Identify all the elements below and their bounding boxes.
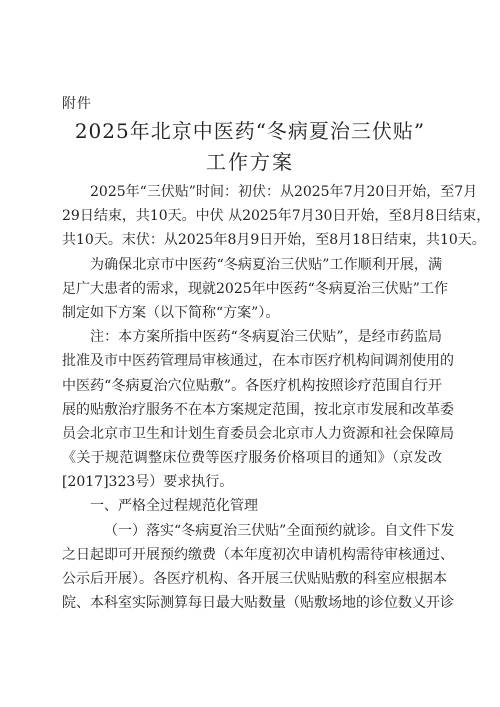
paragraph-line: 足广大患者的需求，现就2025年中医药“冬病夏治三伏贴”工作 [62, 280, 448, 297]
paragraph-line: 注：本方案所指中医药“冬病夏治三伏贴”，是经市药监局 [90, 329, 442, 346]
paragraph-line: 员会北京市卫生和计划生育委员会北京市人力资源和社会保障局 [62, 425, 454, 442]
paragraph-line: 共10天。末伏：从2025年8月9日开始，至8月18日结束，共10天。 [62, 232, 486, 249]
paragraph-line: 《关于规范调整床位费等医疗服务价格项目的通知》（京发改 [62, 450, 442, 467]
paragraph-section1-item1 [62, 519, 455, 616]
paragraph-line: 展的贴敷治疗服务不在本方案规定范围，按北京市发展和改革委 [62, 401, 454, 418]
attachment-label: 附件 [62, 96, 92, 112]
paragraph-line: 批准及市中医药管理局审核通过，在本市医疗机构间调剂使用的 [62, 353, 454, 370]
paragraph-time [62, 180, 491, 253]
paragraph-note [62, 325, 454, 494]
paragraph-line: 29日结束，共10天。中伏 从2025年7月30日开始，至8月8日结束， [62, 208, 491, 225]
paragraph-line: 公示后开展）。各医疗机构、各开展三伏贴贴敷的科室应根据本 [62, 571, 447, 587]
document-title: 2025年北京中医药“冬病夏治三伏贴” [74, 119, 426, 143]
paragraph-line: [2017]323号）要求执行。 [62, 474, 234, 491]
paragraph-purpose [62, 253, 448, 326]
document-subtitle: 工作方案 [206, 150, 294, 174]
paragraph-line: 之日起即可开展预约缴费（本年度初次申请机构需待审核通过、 [62, 546, 454, 563]
paragraph-line: 院、本科室实际测算每日最大贴数量（贴敷场地的诊位数乂开诊 [62, 595, 454, 612]
paragraph-line: 中医药“冬病夏治穴位贴敷”。各医疗机构按照诊疗范围自行开 [62, 377, 442, 394]
section-heading: 一、严格全过程规范化管理 [90, 498, 258, 515]
document-body [62, 180, 491, 615]
paragraph-line: 制定如下方案（以下简称“方案”）。 [62, 304, 280, 321]
paragraph-line: （一）落实“冬病夏治三伏贴”全面预约就诊。自文件下发 [104, 522, 455, 539]
paragraph-line: 为确保北京市中医药“冬病夏治三伏贴”工作顺利开展，满 [90, 256, 442, 273]
paragraph-line: 2025年“三伏贴”时间：初伏：从2025年7月20日开始，至7月 [90, 184, 478, 200]
